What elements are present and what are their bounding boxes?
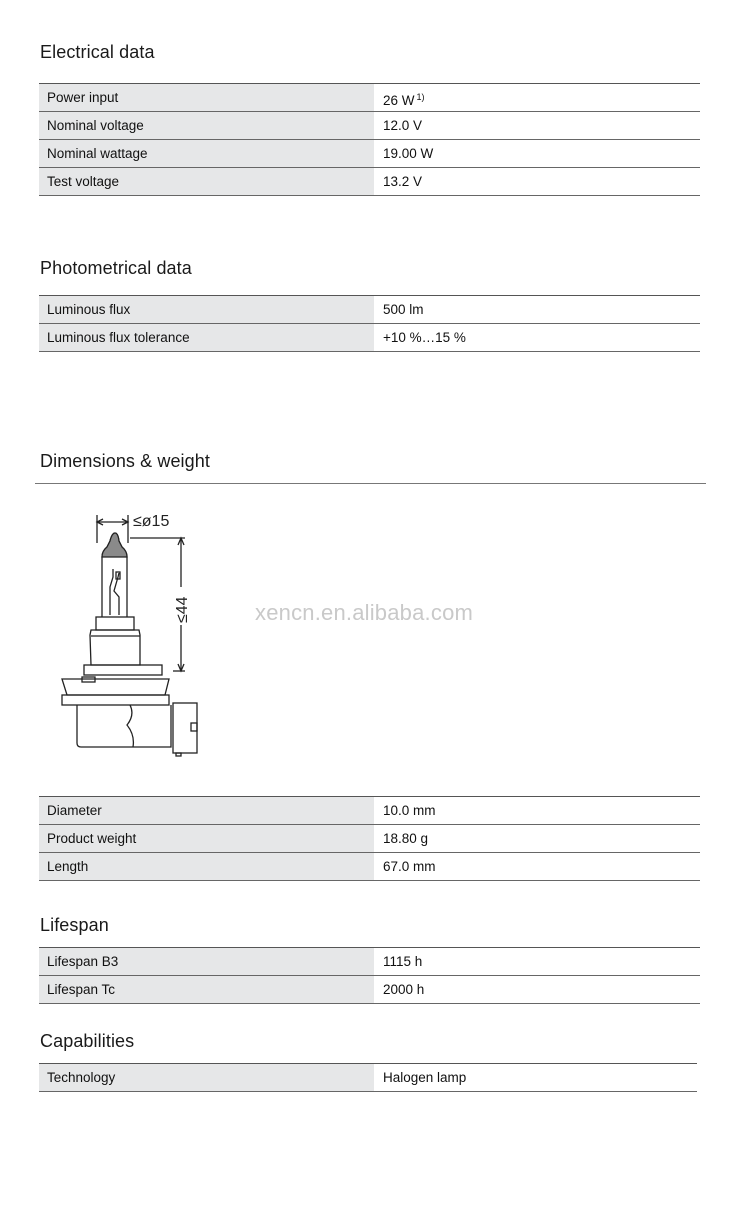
section-divider [35,483,706,484]
section-title-lifespan: Lifespan [40,915,109,935]
row-value: 13.2 V [383,174,423,189]
row-label: Luminous flux tolerance [39,324,374,351]
section-title-dimensions: Dimensions & weight [40,451,210,471]
table-row [39,112,700,140]
row-value: 12.0 V [383,118,423,133]
table-row [39,976,700,1004]
row-label: Test voltage [39,168,374,195]
row-label: Diameter [39,797,374,824]
table-row [39,168,700,196]
row-label: Product weight [39,825,374,852]
row-label: Lifespan Tc [39,976,374,1003]
table-row [39,853,700,881]
table-row [39,948,700,976]
row-label: Nominal wattage [39,140,374,167]
row-value: 18.80 g [383,831,429,846]
lifespan-table [39,947,700,1004]
row-label: Length [39,853,374,880]
row-value: 67.0 mm [383,859,436,874]
table-row [39,324,700,352]
row-label: Nominal voltage [39,112,374,139]
row-label: Luminous flux [39,296,374,323]
row-value: +10 %…15 % [383,330,466,345]
table-row [39,825,700,853]
section-title-photometrical: Photometrical data [40,258,192,278]
row-label: Lifespan B3 [39,948,374,975]
diameter-label: ≤ø15 [133,513,170,530]
row-label: Technology [39,1064,374,1091]
table-row [39,84,700,112]
h11-bulb-drawing-icon [55,505,225,765]
bulb-dimension-diagram [55,505,225,770]
table-row [39,1064,697,1092]
row-label: Power input [39,84,374,111]
capabilities-table [39,1063,697,1092]
row-value: 10.0 mm [383,803,436,818]
height-label: ≤44 [174,596,191,623]
row-value: 1115 h [383,954,423,969]
table-row [39,797,700,825]
row-value: Halogen lamp [383,1070,467,1085]
photometrical-table [39,295,700,352]
watermark: xencn.en.alibaba.com [255,600,474,625]
row-value [374,84,700,111]
row-value: 19.00 W [383,146,434,161]
row-value: 2000 h [383,982,425,997]
footnote-marker: 1) [416,92,425,102]
dimensions-table [39,796,700,881]
power-input-value: 26 W [383,93,415,108]
table-row [39,296,700,324]
row-value: 500 lm [383,302,424,317]
section-title-capabilities: Capabilities [40,1031,135,1051]
section-title-electrical: Electrical data [40,42,155,62]
table-row [39,140,700,168]
electrical-table [39,83,700,196]
